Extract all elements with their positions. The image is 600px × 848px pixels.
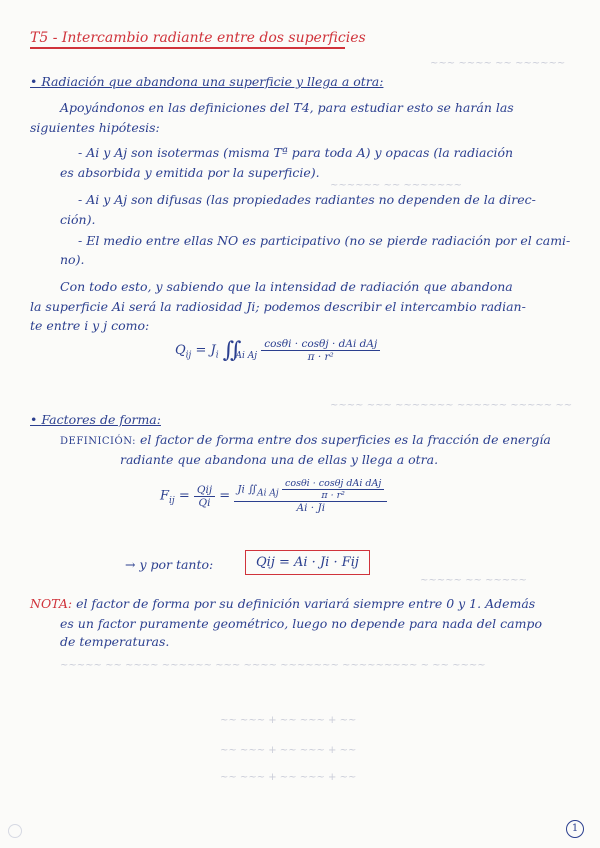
section-factores-heading: • Factores de forma:: [30, 412, 161, 427]
text-line: Con todo esto, y sabiendo que la intensidad de radiación que abandona: [60, 279, 513, 294]
hypothesis-3: - El medio entre ellas NO es participativo (no se pierde radiación por el cami-: [78, 233, 571, 248]
page-title: T5 - Intercambio radiante entre dos superficies: [30, 30, 366, 46]
nota-line: NOTA: el factor de forma por su definición variará siempre entre 0 y 1. Además: [30, 596, 536, 611]
text-line: Apoyándonos en las definiciones del T4, para estudiar esto se harán las: [60, 100, 514, 115]
equation-qij: $Q_{ij} = J_i$ $∬_{Ai Aj}$ $\frac{\text{cosθi · cosθj · dAi dAj}}{\text{π · r²}}$: [175, 338, 380, 363]
equation-fraction: $\frac{\text{cosθi · cosθj · dAi dAj}}{\text{π · r²}}$: [261, 338, 380, 363]
bleed-through: ~~~~ ~~~ ~~~~~~~ ~~~~~~ ~~~~~ ~~: [330, 400, 573, 411]
equation-fij: $F_{ij}$ = $\frac{\text{Qij}}{Qi}$ = Ji ∬Ai Aj $\frac{\text{cosθi · cosθj dAi dAj}}{\text{π · r²}}$ Ai · Ji: [160, 478, 387, 514]
bleed-through: ~~ ~~~ + ~~ ~~~ + ~~: [220, 772, 357, 783]
bleed-through: ~~~~~~ ~~ ~~~~~~~: [330, 180, 463, 191]
hypothesis-1-cont: es absorbida y emitida por la superficie).: [60, 165, 320, 180]
nota-line-cont: de temperaturas.: [60, 634, 170, 649]
text-line: siguientes hipótesis:: [30, 120, 160, 135]
bleed-through: ~~~~~ ~~ ~~~~ ~~~~~~ ~~~ ~~~~ ~~~~~~~ ~~~~~~~~~ ~ ~~ ~~~~: [60, 660, 486, 671]
fraction-q: $\frac{\text{Qij}}{Qi}$: [194, 484, 215, 509]
hypothesis-2: - Ai y Aj son difusas (las propiedades radiantes no dependen de la direc-: [78, 192, 536, 207]
fraction-outer: Ji ∬Ai Aj $\frac{\text{cosθi · cosθj dAi dAj}}{\text{π · r²}}$ Ai · Ji: [234, 478, 387, 514]
bleed-through: ~~ ~~~ + ~~ ~~~ + ~~: [220, 745, 357, 756]
text-line: la superficie Ai será la radiosidad Ji; podemos describir el intercambio radian-: [30, 299, 526, 314]
page-number: 1: [566, 820, 584, 838]
bleed-through: ~~~ ~~~~ ~~ ~~~~~~: [430, 58, 566, 69]
text-line: te entre i y j como:: [30, 318, 150, 333]
fraction-inner: $\frac{\text{cosθi · cosθj dAi dAj}}{\text{π · r²}}$: [282, 478, 384, 501]
nota-line-cont: es un factor puramente geométrico, luego no depende para nada del campo: [60, 616, 542, 631]
hypothesis-1: - Ai y Aj son isotermas (misma Tª para toda A) y opacas (la radiación: [78, 145, 514, 160]
bleed-through: ~~ ~~~ + ~~ ~~~ + ~~: [220, 715, 357, 726]
hypothesis-3-cont: no).: [60, 252, 85, 267]
bleed-through: ~~~~~ ~~ ~~~~~: [420, 575, 527, 586]
corner-circle-mark: [8, 824, 22, 838]
hypothesis-2-cont: ción).: [60, 212, 96, 227]
section-radiacion-heading: • Radiación que abandona una superficie y llega a otra:: [30, 74, 384, 89]
title-underline: [30, 47, 345, 49]
definition-line: DEFINICIÓN: el factor de forma entre dos superficies es la fracción de energía: [60, 432, 551, 447]
result-arrow-text: → y por tanto:: [125, 557, 214, 572]
result-box: Qij = Ai · Ji · Fij: [245, 550, 370, 575]
definition-line-cont: radiante que abandona una de ellas y llega a otra.: [120, 452, 439, 467]
